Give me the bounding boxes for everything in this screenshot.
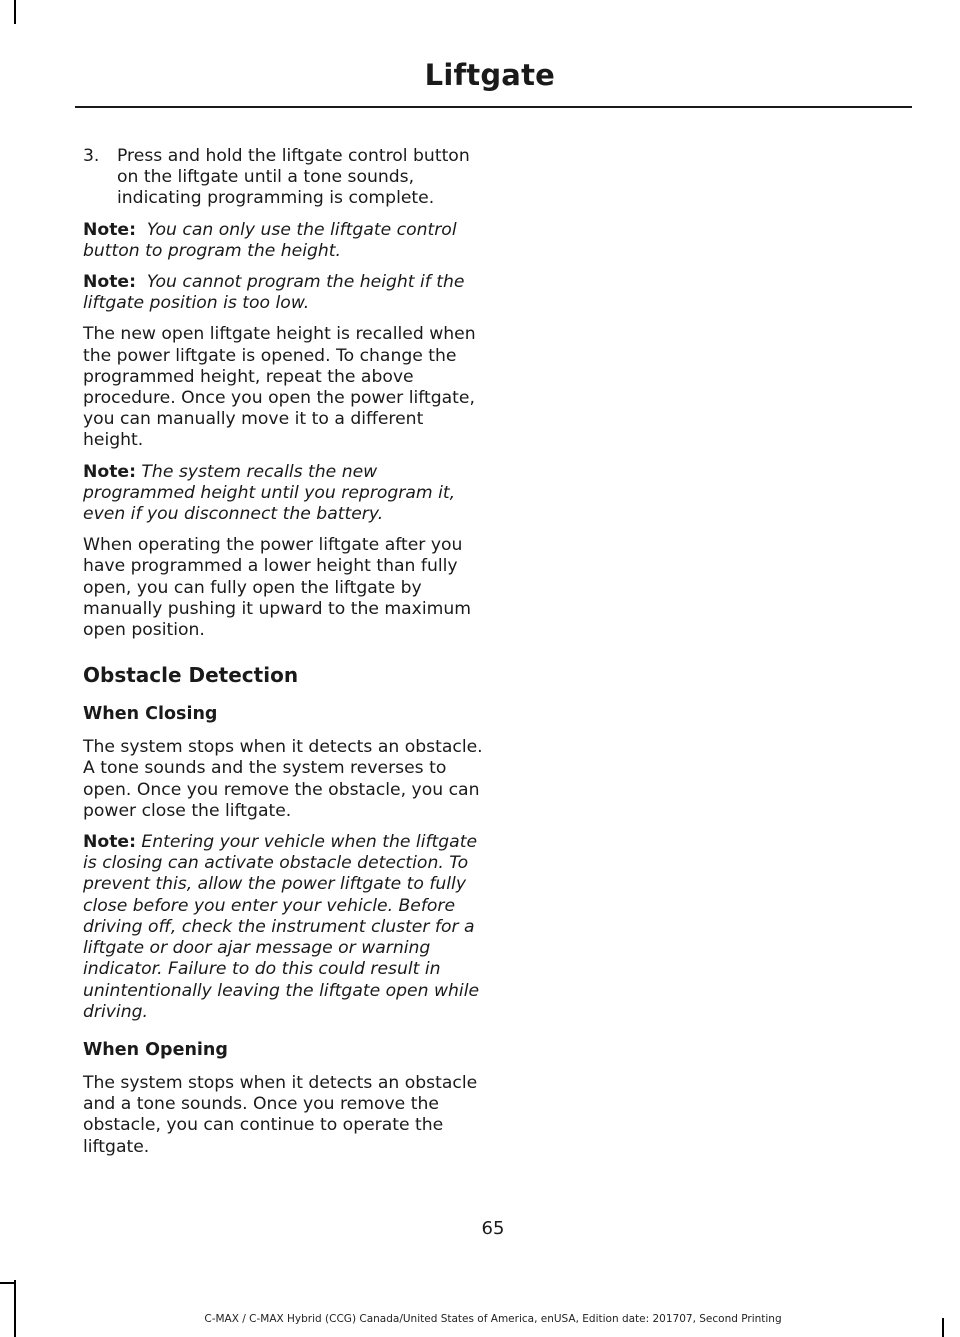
- note-text: You cannot program the height if the liftgate position is too low.: [83, 272, 465, 314]
- note-label: Note:: [83, 272, 136, 293]
- note-2: [83, 272, 483, 314]
- subheading-when-opening: When Opening: [83, 1039, 228, 1060]
- page-header-title: Liftgate: [424, 58, 555, 92]
- note-label: Note:: [83, 832, 136, 853]
- subheading-when-closing: When Closing: [83, 704, 218, 725]
- crop-mark-bottom-left: [14, 1280, 16, 1337]
- page-content: [83, 146, 483, 1168]
- page-number: 65: [481, 1218, 505, 1239]
- paragraph-when-opening: The system stops when it detects an obstacle and a tone sounds. Once you remove the obstacle, you can continue to operate the liftgate.: [83, 1072, 478, 1157]
- paragraph-when-closing: The system stops when it detects an obstacle. A tone sounds and the system reverses to open. Once you remove the obstacle, you can power close the liftgate.: [83, 737, 483, 821]
- list-item-text: Press and hold the liftgate control button on the liftgate until a tone sounds, indicating programming is complete.: [117, 146, 470, 209]
- section-heading-obstacle-detection: Obstacle Detection: [83, 663, 299, 688]
- note-text: You can only use the liftgate control button to program the height.: [83, 219, 457, 261]
- note-text: Entering your vehicle when the liftgate is closing can activate obstacle detection. To prevent this, allow the power liftgate to fully close before you enter your vehicle. Before driving off, check the instrument cluster for a liftgate or door ajar message or warning indicator. Failure to do this could result in unintentionally leaving the liftgate open while driving.: [83, 832, 480, 1022]
- list-item-number: 3.: [83, 146, 100, 166]
- note-3: [83, 462, 483, 526]
- note-label: Note:: [83, 219, 136, 240]
- paragraph-lower-height: When operating the power liftgate after you have programmed a lower height than fully open, you can fully open the liftgate by manually pushing it upward to the maximum open position.: [83, 535, 471, 641]
- paragraph-recall: The new open liftgate height is recalled when the power liftgate is opened. To change the programmed height, repeat the above procedure. Once you open the power liftgate, you can manually move it to a different height.: [83, 324, 476, 451]
- note-text: The system recalls the new programmed height until you reprogram it, even if you disconnect the battery.: [83, 461, 456, 525]
- crop-mark-top-left: [14, 0, 16, 24]
- list-item-step-3: [83, 146, 483, 210]
- crop-mark-bottom-left-short: [0, 1282, 16, 1284]
- note-1: [83, 220, 483, 262]
- page-footer: C-MAX / C-MAX Hybrid (CCG) Canada/United States of America, enUSA, Edition date: 201707, Second Printing: [204, 1313, 782, 1325]
- note-4: [83, 832, 483, 1023]
- header-rule: [75, 106, 912, 108]
- note-label: Note:: [83, 461, 136, 482]
